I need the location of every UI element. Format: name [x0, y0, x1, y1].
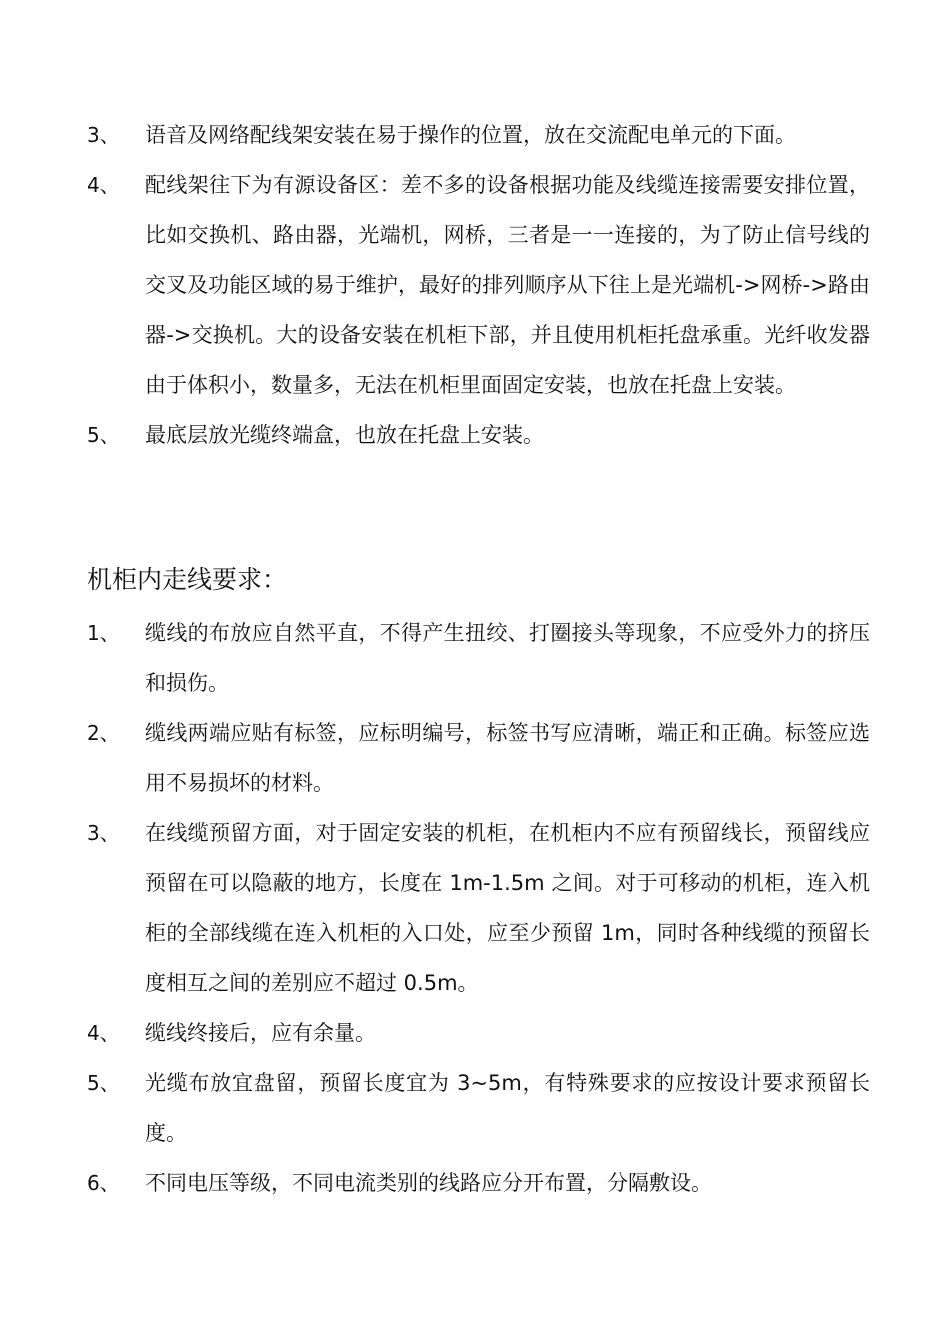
installation-list: [0, 110, 950, 460]
list-item: [0, 160, 950, 410]
list-item-text: 光缆布放宜盘留，预留长度宜为 3~5m，有特殊要求的应按设计要求预留长度。: [145, 1071, 870, 1145]
list-item-number: 5、: [87, 423, 120, 447]
list-item-number: 5、: [87, 1071, 120, 1095]
list-item-text: 配线架往下为有源设备区：差不多的设备根据功能及线缆连接需要安排位置，比如交换机、路由器，光端机，网桥，三者是一一连接的，为了防止信号线的交叉及功能区域的易于维护，最好的排列顺序从下往上是光端机->网桥->路由器->交换机。大的设备安装在机柜下部，并且使用机柜托盘承重。光纤收发器由于体积小，数量多，无法在机柜里面固定安装，也放在托盘上安装。: [145, 173, 870, 397]
list-item: [0, 410, 950, 460]
list-item: [0, 1058, 950, 1158]
list-item-text: 语音及网络配线架安装在易于操作的位置，放在交流配电单元的下面。: [145, 123, 796, 147]
list-item: [0, 608, 950, 708]
list-item: [0, 110, 950, 160]
list-item-number: 3、: [87, 123, 120, 147]
list-item-number: 6、: [87, 1171, 120, 1195]
list-item-text: 缆线的布放应自然平直，不得产生扭绞、打圈接头等现象，不应受外力的挤压和损伤。: [145, 621, 870, 695]
section-heading: 机柜内走线要求：: [87, 565, 288, 594]
cabling-requirements-list: [0, 608, 950, 1208]
list-item-text: 最底层放光缆终端盒，也放在托盘上安装。: [145, 423, 544, 447]
list-item-number: 4、: [87, 1021, 120, 1045]
list-item: [0, 1158, 950, 1208]
list-item-number: 2、: [87, 721, 120, 745]
list-item: [0, 1008, 950, 1058]
list-item-text: 不同电压等级，不同电流类别的线路应分开布置，分隔敷设。: [145, 1171, 712, 1195]
list-item-text: 缆线终接后，应有余量。: [145, 1021, 376, 1045]
list-item-text: 缆线两端应贴有标签，应标明编号，标签书写应清晰，端正和正确。标签应选用不易损坏的材料。: [145, 721, 870, 795]
list-item-number: 3、: [87, 821, 120, 845]
list-item: [0, 808, 950, 1008]
list-item-number: 1、: [87, 621, 120, 645]
list-item-number: 4、: [87, 173, 120, 197]
list-item: [0, 708, 950, 808]
list-item-text: 在线缆预留方面，对于固定安装的机柜，在机柜内不应有预留线长，预留线应预留在可以隐蔽的地方，长度在 1m-1.5m 之间。对于可移动的机柜，连入机柜的全部线缆在连入机柜的入口处，应至少预留 1m，同时各种线缆的预留长度相互之间的差别应不超过 0.5m。: [145, 821, 870, 995]
